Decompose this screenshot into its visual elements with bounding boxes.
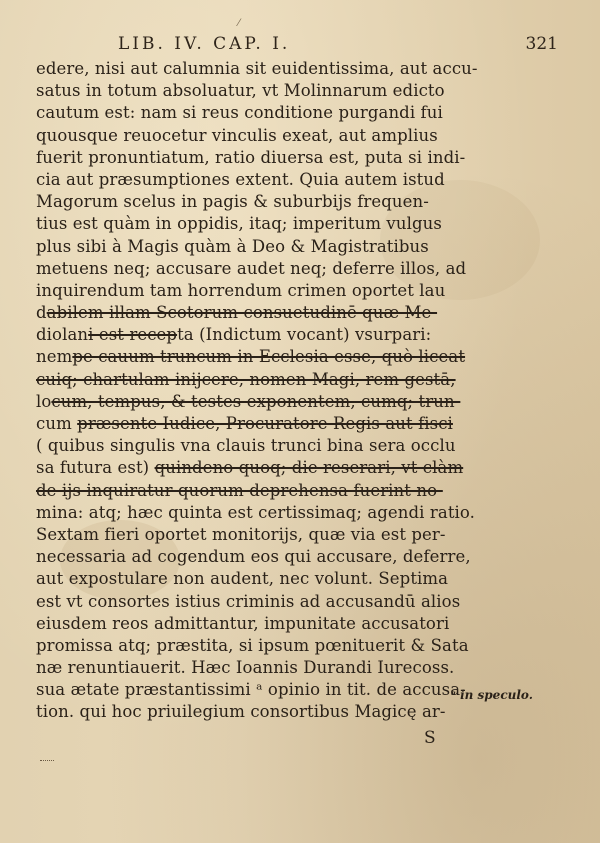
struck-text: cuiq; chartulam inijcere, nomen Magi, rem gestā, bbox=[36, 369, 456, 389]
text-line bbox=[36, 213, 456, 235]
text-line bbox=[36, 280, 456, 302]
text-segment: diolan bbox=[36, 325, 89, 345]
text-segment: ( quibus singulis vna clauis trunci bina sera occlu bbox=[36, 436, 456, 456]
text-segment: mina: atq; hæc quinta est certissimaq; agendi ratio. bbox=[36, 502, 476, 522]
struck-text: i est recep bbox=[88, 325, 178, 345]
text-line bbox=[36, 346, 466, 368]
text-line bbox=[36, 125, 456, 147]
text-segment: quousque reuocetur vinculis exeat, aut amplius bbox=[36, 125, 438, 145]
text-line bbox=[36, 435, 456, 457]
running-header bbox=[118, 34, 558, 54]
text-line bbox=[36, 657, 456, 679]
text-line bbox=[36, 613, 456, 635]
text-line bbox=[36, 236, 456, 258]
text-line bbox=[36, 324, 456, 346]
text-line bbox=[36, 169, 456, 191]
running-title: LIB. IV. CAP. I. bbox=[118, 34, 291, 54]
text-line bbox=[36, 58, 478, 80]
body-text bbox=[36, 58, 478, 724]
text-segment: lo bbox=[36, 391, 52, 411]
text-line bbox=[36, 546, 471, 568]
text-segment: fuerit pronuntiatum, ratio diuersa est, puta si indi- bbox=[36, 147, 466, 167]
text-segment: d bbox=[36, 303, 47, 323]
text-segment: tius est quàm in oppidis, itaq; imperitum vulgus bbox=[36, 214, 442, 234]
text-line bbox=[36, 635, 469, 657]
text-line bbox=[36, 679, 466, 701]
struck-text: quindeno quoq; die reserari, vt clàm bbox=[154, 458, 464, 478]
corner-mark: ⁄ bbox=[238, 18, 240, 29]
text-segment: edere, nisi aut calumnia sit euidentissima, aut accu- bbox=[36, 59, 478, 78]
text-line bbox=[36, 568, 456, 590]
text-segment: promissa atq; præstita, si ipsum pœnituerit & Sata bbox=[36, 635, 469, 655]
text-line bbox=[36, 524, 456, 546]
text-line bbox=[36, 302, 456, 324]
text-line bbox=[36, 701, 456, 723]
text-segment: næ renuntiauerit. Hæc Ioannis Durandi Iurecoss. bbox=[36, 658, 455, 678]
text-segment: plus sibi à Magis quàm à Deo & Magistratibus bbox=[36, 236, 429, 256]
text-segment: ta (Indictum vocant) vsurpari: bbox=[177, 325, 432, 345]
catchword: S bbox=[424, 728, 436, 748]
text-segment: eiusdem reos admittantur, impunitate accusatori bbox=[36, 613, 450, 633]
text-segment: cautum est: nam si reus conditione purgandi fui bbox=[36, 103, 443, 123]
text-segment: aut expostulare non audent, nec volunt. Septima bbox=[36, 569, 449, 589]
struck-text: abilem illam Scotorum consuetudinē quæ Me- bbox=[46, 303, 438, 323]
text-line bbox=[36, 258, 467, 280]
text-segment: cum bbox=[36, 414, 78, 433]
text-line bbox=[36, 457, 464, 479]
text-segment: necessaria ad cogendum eos qui accusare, deferre, bbox=[36, 547, 471, 567]
text-line bbox=[36, 391, 461, 413]
struck-text: pe cauum truncum in Ecclesia esse, quò liceat bbox=[72, 347, 466, 367]
text-line bbox=[36, 147, 466, 169]
struck-text: de ijs inquiratur quorum deprehensa fuerint no- bbox=[36, 480, 443, 500]
text-segment: est vt consortes istius criminis ad accusandū alios bbox=[36, 591, 461, 611]
text-segment: tion. qui hoc priuilegium consortibus Magicę ar- bbox=[36, 702, 446, 722]
text-line bbox=[36, 591, 461, 613]
text-line bbox=[36, 191, 456, 213]
text-segment: satus in totum absoluatur, vt Molinnarum edicto bbox=[36, 81, 445, 101]
bottom-mark bbox=[40, 760, 54, 761]
page-number: 321 bbox=[525, 34, 558, 54]
text-segment: sa futura est) bbox=[36, 458, 155, 478]
text-segment: sua ætate præstantissimi ᵃ opinio in tit. de accusa- bbox=[36, 680, 466, 700]
text-segment: Magorum scelus in pagis & suburbijs frequen- bbox=[36, 192, 429, 212]
text-segment: Sextam fieri oportet monitorijs, quæ via est per- bbox=[36, 524, 446, 544]
text-line bbox=[36, 480, 456, 502]
text-segment: cia aut præsumptiones extent. Quia autem istud bbox=[36, 169, 445, 189]
struck-text: cum, tempus, & testes exponentem, cumq; trun- bbox=[51, 391, 461, 411]
struck-text: præsente Iudice, Procuratore Regis aut fisci bbox=[77, 414, 453, 433]
text-segment: inquirendum tam horrendum crimen oportet lau bbox=[36, 280, 446, 300]
text-line bbox=[36, 369, 456, 391]
text-line bbox=[36, 502, 476, 524]
text-line bbox=[36, 413, 456, 435]
text-line bbox=[36, 102, 456, 124]
marginal-note: ᵃ in speculo. bbox=[451, 688, 533, 702]
text-segment: nem bbox=[36, 347, 73, 367]
text-segment: metuens neq; accusare audet neq; deferre illos, ad bbox=[36, 258, 467, 278]
text-line bbox=[36, 80, 456, 102]
